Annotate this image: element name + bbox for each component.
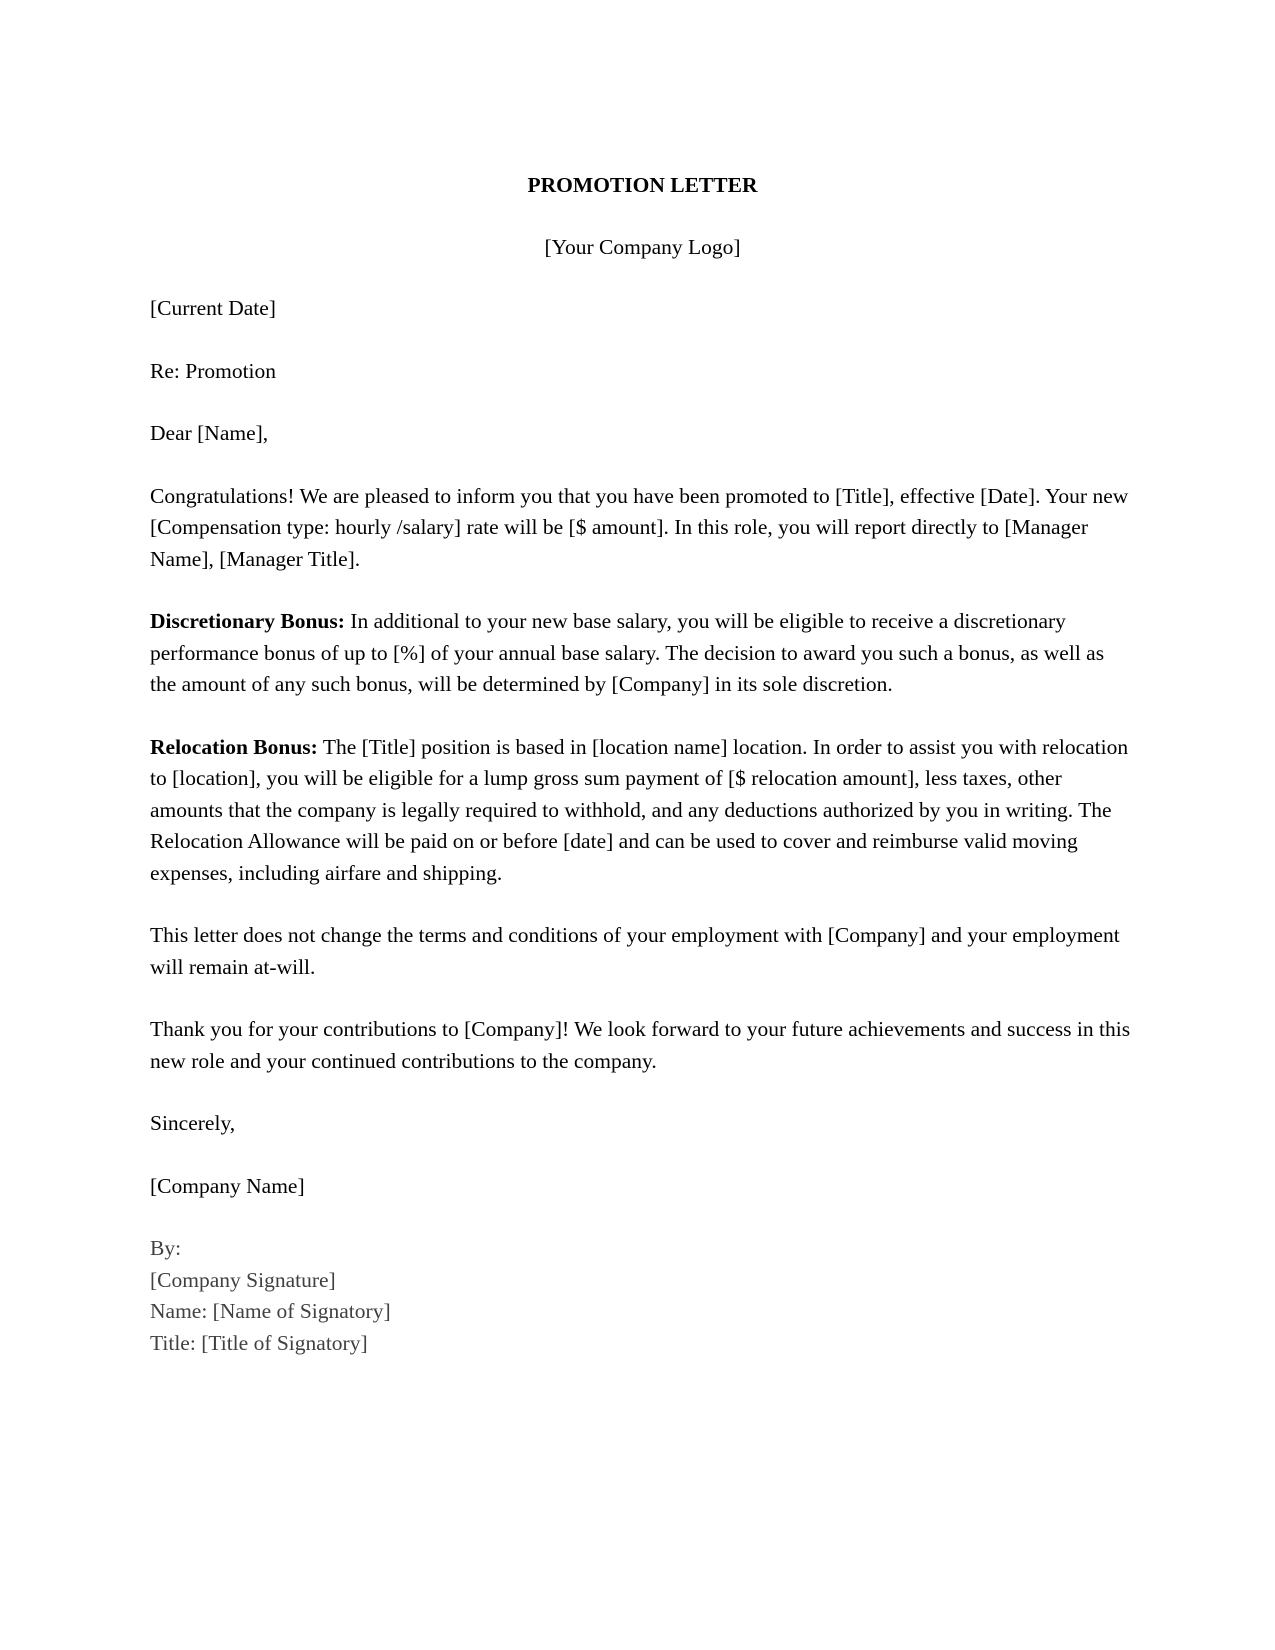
letter-body: [150, 170, 1135, 1359]
relocation-bonus-label: Relocation Bonus:: [150, 734, 318, 759]
paragraph-thanks: Thank you for your contributions to [Company]! We look forward to your future achievements and success in this new role and your continued contributions to the company.: [150, 1017, 1131, 1073]
signatory-name: Name: [Name of Signatory]: [150, 1299, 391, 1323]
signature-by: By:: [150, 1236, 182, 1260]
salutation: Dear [Name],: [150, 421, 269, 445]
paragraph-discretionary-bonus: [150, 606, 1135, 701]
letter-title: PROMOTION LETTER: [527, 173, 758, 197]
discretionary-bonus-text: In additional to your new base salary, you will be eligible to receive a discretionary performance bonus of up to [%] of your annual base salary. The decision to award you such a bonus, as well as the amount of any such bonus, will be determined by [Company] in its sole discretion.: [150, 609, 1105, 696]
relocation-bonus-text: The [Title] position is based in [location name] location. In order to assist you with relocation to [location], you will be eligible for a lump gross sum payment of [$ relocation amount], less taxes, other amounts that the company is legally required to withhold, and any deductions authorized by you in writing. The Relocation Allowance will be paid on or before [date] and can be used to cover and reimburse valid moving expenses, including airfare and shipping.: [150, 734, 1129, 885]
paragraph-congratulations: Congratulations! We are pleased to inform you that you have been promoted to [Title], effective [Date]. Your new [Compensation type: hourly /salary] rate will be [$ amount]. In this role, you will report directly to [Manager Name], [Manager Title].: [150, 483, 1129, 571]
company-name: [Company Name]: [150, 1173, 305, 1198]
letter-date: [Current Date]: [150, 296, 276, 320]
signatory-title: Title: [Title of Signatory]: [150, 1330, 368, 1355]
signature-block: [150, 1233, 1135, 1359]
closing: Sincerely,: [150, 1111, 236, 1135]
re-line: Re: Promotion: [150, 358, 277, 383]
signature-company: [Company Signature]: [150, 1267, 336, 1292]
discretionary-bonus-label: Discretionary Bonus:: [150, 609, 345, 633]
paragraph-terms: This letter does not change the terms and conditions of your employment with [Company] and your employment will remain at-will.: [150, 923, 1120, 979]
company-logo-placeholder: [Your Company Logo]: [544, 234, 741, 259]
paragraph-relocation-bonus: [150, 732, 1135, 890]
